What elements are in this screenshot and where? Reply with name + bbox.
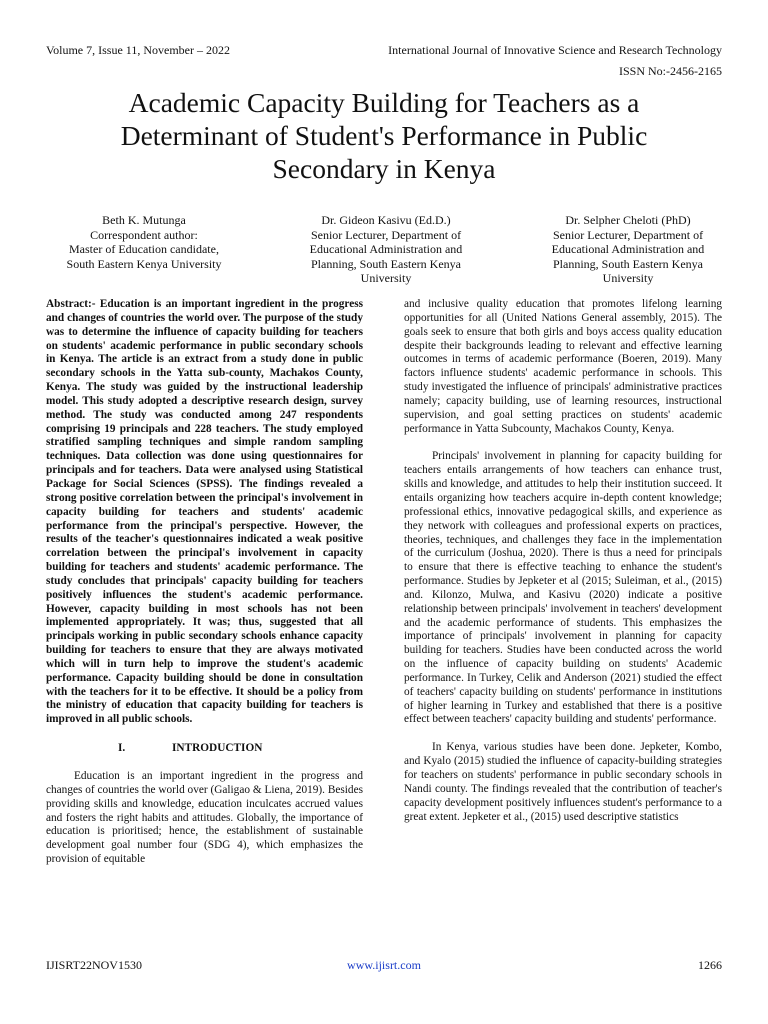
- paper-title: Academic Capacity Building for Teachers as a Determinant of Student's Performance in Public Secondary in Kenya: [120, 87, 648, 184]
- author-affiliation: University: [602, 271, 654, 285]
- author-role: Correspondent author:: [90, 227, 198, 242]
- author-role: Senior Lecturer, Department of: [552, 227, 704, 242]
- left-column: [46, 298, 363, 867]
- section-title: INTRODUCTION: [172, 742, 263, 755]
- author-affiliation: University: [360, 271, 412, 285]
- author-3: [530, 213, 726, 286]
- author-name: Dr. Gideon Kasivu (Ed.D.): [321, 213, 451, 227]
- author-role: Senior Lecturer, Department of: [310, 227, 462, 242]
- body-paragraph: In Kenya, various studies have been done. Jepketer, Kombo, and Kyalo (2015) studied the influence of capacity-building strategies for teachers on students' performance in public secondary schools in Nandi county. The findings revealed that the contribution of teacher's capacity development positively influences student's performance to a great extent. Jepketer et al., (2015) used descriptive statistics: [404, 741, 722, 823]
- author-affiliation: South Eastern Kenya University: [66, 256, 222, 271]
- author-2: [288, 213, 484, 286]
- author-affiliation: Educational Administration and: [551, 242, 705, 256]
- author-name: Dr. Selpher Cheloti (PhD): [565, 213, 691, 227]
- author-affiliation: Master of Education candidate,: [69, 242, 219, 256]
- paper-code: IJISRT22NOV1530: [46, 958, 142, 972]
- abstract: Abstract:- Education is an important ingredient in the progress and changes of countries the world over. The purpose of the study was to determine the influence of capacity building for teachers on students' academic performance in public secondary schools in Kenya. The article is an extract from a study done in public secondary schools in the Yatta sub-county, Machakos County, Kenya. The study was guided by the instructional leadership model. This study adopted a descriptive research design, survey method. The study was conducted among 247 respondents comprising 19 principals and 228 teachers. The study employed stratified sampling techniques and simple random sampling techniques. Data collection was done using questionnaires for principals and for teachers. Data were analysed using Statistical Package for Social Sciences (SPSS). The findings revealed a strong positive correlation between the principal's involvement in capacity building for teachers and students' academic performance from the principal's perspective. However, the results of the teacher's questionnaires indicated a weak positive correlation between the principal's involvement in capacity building for teachers and students' academic performance. The study concludes that principals' capacity building for teachers positively influences the student's academic performance. However, capacity building in most schools has not been implemented appropriately. It was; thus, suggested that all principals working in public secondary schools enhance capacity building for teachers to ensure that they are always motivated which will in turn help to improve the student's academic performance. Capacity building should be done in consultation with the teachers for it to be effective. It should be a policy from the ministry of education that capacity building for teachers is improved in all public schools.: [46, 298, 363, 726]
- author-1: [46, 213, 242, 271]
- section-number: I.: [118, 742, 126, 755]
- journal-name: International Journal of Innovative Science and Research Technology: [388, 43, 722, 57]
- journal-url-link[interactable]: www.ijisrt.com: [347, 958, 421, 972]
- author-name: Beth K. Mutunga: [102, 213, 186, 227]
- issn: ISSN No:-2456-2165: [618, 64, 722, 78]
- page-number: 1266: [698, 958, 722, 972]
- author-affiliation: Planning, South Eastern Kenya: [553, 256, 703, 271]
- author-affiliation: Educational Administration and: [309, 242, 463, 256]
- body-paragraph: and inclusive quality education that promotes lifelong learning opportunities for all (United Nations General assembly, 2015). The goals seek to ensure that both girls and boys access quality education despite their backgrounds leading to relevant and effective learning outcomes in terms of academic performance (Boeren, 2019). Many factors influence students' academic performance in schools. This study investigated the influence of principals' administrative practices namely; capacity building, use of learning resources, instructional supervision, and goal setting practices on students' academic performance in Yatta Subcounty, Machakos County, Kenya.: [404, 298, 722, 435]
- section-heading: [46, 742, 363, 756]
- intro-paragraph: Education is an important ingredient in the progress and changes of countries the world over (Galigao & Liena, 2019). Besides providing skills and knowledge, education inculcates accrued values and fosters the right habits and attitudes. Globally, the importance of education is prioritised; hence, the establishment of sustainable development goal number four (SDG 4), which emphasizes the provision of equitable: [46, 770, 363, 866]
- volume-issue: Volume 7, Issue 11, November – 2022: [46, 43, 230, 57]
- body-paragraph: Principals' involvement in planning for capacity building for teachers entails arrangements of how teachers can enhance trust, skills and knowledge, and attitudes to help their institution succeed. It entails organizing how teachers acquire in-depth content knowledge; professional ethics, innovative pedagogical skills, and experience as they network with colleagues and professional experts on practices, theories, techniques, and challenges they face in the implementation of the curriculum (Joshua, 2020). There is thus a need for principals to ensure that there is effective teaching to enhance the student's performance. Studies by Jepketer et al (2015; Suleiman, et al., (2015) and. Kilonzo, Mulwa, and Kasivu (2020) indicate a positive relationship between principals' involvement in teachers' development and the academic performance of students. This emphasizes the importance of principals' involvement in planning for capacity building for teachers. Studies have been conducted across the world on the influence of capacity building on students' Academic performance. In Turkey, Celik and Anderson (2021) studied the effect of teachers' capacity building on students' performance in institutions of higher learning in Turkey and established that there is a positive effect between teachers' capacity building and students' performance.: [404, 450, 722, 726]
- right-column: [404, 298, 722, 824]
- author-affiliation: Planning, South Eastern Kenya: [311, 256, 461, 271]
